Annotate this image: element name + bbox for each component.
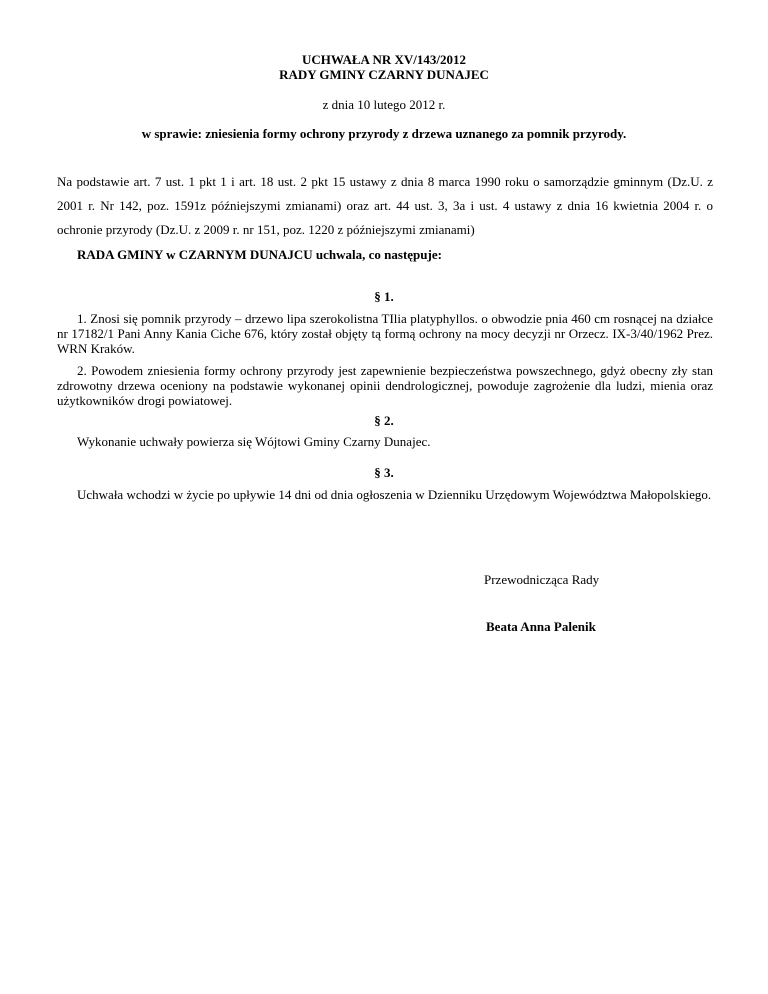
signatory-role: Przewodnicząca Rady: [484, 572, 600, 587]
resolution-subject: w sprawie: zniesienia formy ochrony przyrody z drzewa uznanego za pomnik przyrody.: [141, 126, 627, 141]
section-2-paragraph: Wykonanie uchwały powierza się Wójtowi Gminy Czarny Dunajec.: [77, 434, 431, 449]
legal-basis-preamble: Na podstawie art. 7 ust. 1 pkt 1 i art. 18 ust. 2 pkt 15 ustawy z dnia 8 marca 1990 roku o samorządzie gminnym (Dz.U. z 2001 r. Nr 142, poz. 1591z późniejszymi zmianami) oraz art. 44 ust. 3, 3a i ust. 4 ustawy z dnia 16 kwietnia 2004 r. o ochronie przyrody (Dz.U. z 2009 r. nr 151, poz. 1220 z późniejszymi zmianami): [57, 174, 713, 237]
section-1-paragraph-2: 2. Powodem zniesienia formy ochrony przyrody jest zapewnienie bezpieczeństwa powszechnego, gdyż obecny zły stan zdrowotny drzewa oceniony na podstawie wykonanej opinii dendrologicznej, powoduje zagrożenie dla ludzi, mienia oraz użytkowników drogi powiatowej.: [57, 363, 713, 408]
section-3-mark: § 3.: [374, 465, 394, 480]
section-2-mark: § 2.: [374, 413, 394, 428]
section-3-paragraph: Uchwała wchodzi w życie po upływie 14 dni od dnia ogłoszenia w Dzienniku Urzędowym Województwa Małopolskiego.: [77, 487, 712, 502]
section-1-paragraph-1: 1. Znosi się pomnik przyrody – drzewo lipa szerokolistna TIlia platyphyllos. o obwodzie pnia 460 cm rosnącej na działce nr 17182/1 Pani Anny Kania Ciche 676, który został objęty tą formą ochrony na mocy decyzji nr Orzecz. IX-3/40/1962 Prez. WRN Kraków.: [57, 311, 713, 356]
resolution-date: z dnia 10 lutego 2012 r.: [322, 97, 446, 112]
resolution-number: UCHWAŁA NR XV/143/2012: [302, 52, 466, 67]
signatory-name: Beata Anna Palenik: [486, 619, 596, 634]
council-resolves-statement: RADA GMINY w CZARNYM DUNAJCU uchwala, co następuje:: [77, 247, 442, 262]
council-name: RADY GMINY CZARNY DUNAJEC: [279, 67, 489, 82]
section-1-mark: § 1.: [374, 289, 394, 304]
